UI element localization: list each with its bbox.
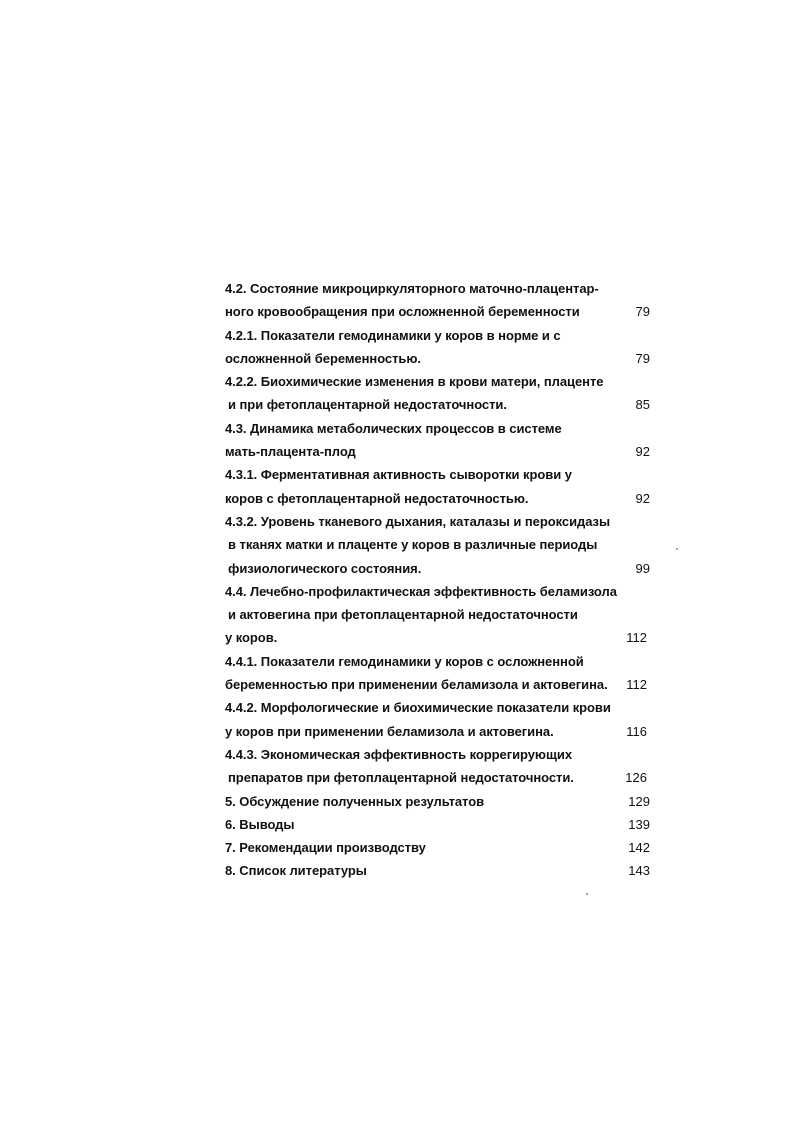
scan-speck [676, 548, 678, 550]
toc-entry-page: 92 [635, 490, 650, 506]
toc-line [0, 510, 795, 533]
toc-entry-text: беременностью при применении беламизола и актовегина. [225, 677, 608, 693]
toc-line [0, 487, 795, 510]
toc-line [0, 463, 795, 486]
toc-entry-text: 4.2.1. Показатели гемодинамики у коров в норме и с [225, 327, 561, 343]
toc-entry-page: 139 [628, 816, 650, 832]
toc-line [0, 836, 795, 859]
toc-entry-text: и при фетоплацентарной недостаточности. [228, 397, 507, 413]
toc-line [0, 533, 795, 556]
toc-line [0, 300, 795, 323]
toc-entry-text: 5. Обсуждение полученных результатов [225, 793, 485, 809]
toc-entry-text: 4.3.1. Ферментативная активность сыворотки крови у [225, 467, 572, 483]
toc-entry-page: 99 [635, 560, 650, 576]
toc-line [0, 370, 795, 393]
table-of-contents [0, 277, 795, 883]
toc-line [0, 650, 795, 673]
toc-line [0, 813, 795, 836]
toc-entry-page: 129 [628, 793, 650, 809]
toc-line [0, 347, 795, 370]
toc-entry-text: мать-плацента-плод [225, 444, 356, 460]
toc-entry-text: коров с фетоплацентарной недостаточностью. [225, 490, 529, 506]
toc-entry-text: 4.3. Динамика метаболических процессов в системе [225, 420, 562, 436]
toc-line [0, 790, 795, 813]
toc-entry-page: 112 [626, 630, 647, 646]
toc-line [0, 626, 795, 649]
toc-line [0, 393, 795, 416]
toc-line [0, 277, 795, 300]
toc-entry-text: 4.4.2. Морфологические и биохимические показатели крови [225, 700, 611, 716]
toc-entry-text: 4.4. Лечебно-профилактическая эффективность беламизола [225, 583, 617, 599]
toc-line [0, 324, 795, 347]
toc-line [0, 417, 795, 440]
toc-entry-text: 8. Список литературы [225, 863, 367, 879]
toc-line [0, 440, 795, 463]
toc-line [0, 743, 795, 766]
toc-entry-page: 126 [625, 770, 647, 786]
toc-entry-text: 6. Выводы [225, 816, 295, 832]
toc-line [0, 696, 795, 719]
toc-entry-page: 142 [628, 840, 650, 856]
toc-entry-page: 92 [635, 444, 650, 460]
toc-entry-text: 7. Рекомендации производству [225, 840, 426, 856]
toc-entry-text: препаратов при фетоплацентарной недостаточности. [228, 770, 574, 786]
toc-entry-text: 4.4.1. Показатели гемодинамики у коров с осложненной [225, 653, 584, 669]
toc-entry-page: 79 [635, 304, 650, 320]
toc-entry-page: 79 [635, 350, 650, 366]
toc-entry-text: ного кровообращения при осложненной беременности [225, 304, 580, 320]
toc-line [0, 720, 795, 743]
toc-entry-text: у коров. [225, 630, 278, 646]
toc-entry-text: 4.3.2. Уровень тканевого дыхания, каталазы и пероксидазы [225, 513, 611, 529]
toc-entry-text: осложненной беременностью. [225, 350, 421, 366]
toc-entry-text: у коров при применении беламизола и актовегина. [225, 723, 554, 739]
toc-entry-page: 116 [626, 723, 647, 739]
toc-entry-page: 85 [635, 397, 650, 413]
toc-entry-page: 143 [628, 863, 650, 879]
toc-line [0, 603, 795, 626]
toc-entry-text: 4.2. Состояние микроциркуляторного маточно-плацентар- [225, 281, 599, 296]
toc-line [0, 859, 795, 882]
toc-entry-page: 112 [626, 677, 647, 693]
toc-entry-text: в тканях матки и плаценте у коров в различные периоды [228, 537, 598, 553]
toc-line [0, 766, 795, 789]
scan-speck [586, 893, 588, 895]
toc-entry-text: 4.4.3. Экономическая эффективность коррегирующих [225, 746, 573, 762]
toc-line [0, 580, 795, 603]
toc-entry-text: физиологического состояния. [228, 560, 422, 576]
toc-entry-text: 4.2.2. Биохимические изменения в крови матери, плаценте [225, 374, 604, 390]
toc-entry-text: и актовегина при фетоплацентарной недостаточности [228, 607, 578, 623]
toc-line [0, 673, 795, 696]
toc-line [0, 557, 795, 580]
